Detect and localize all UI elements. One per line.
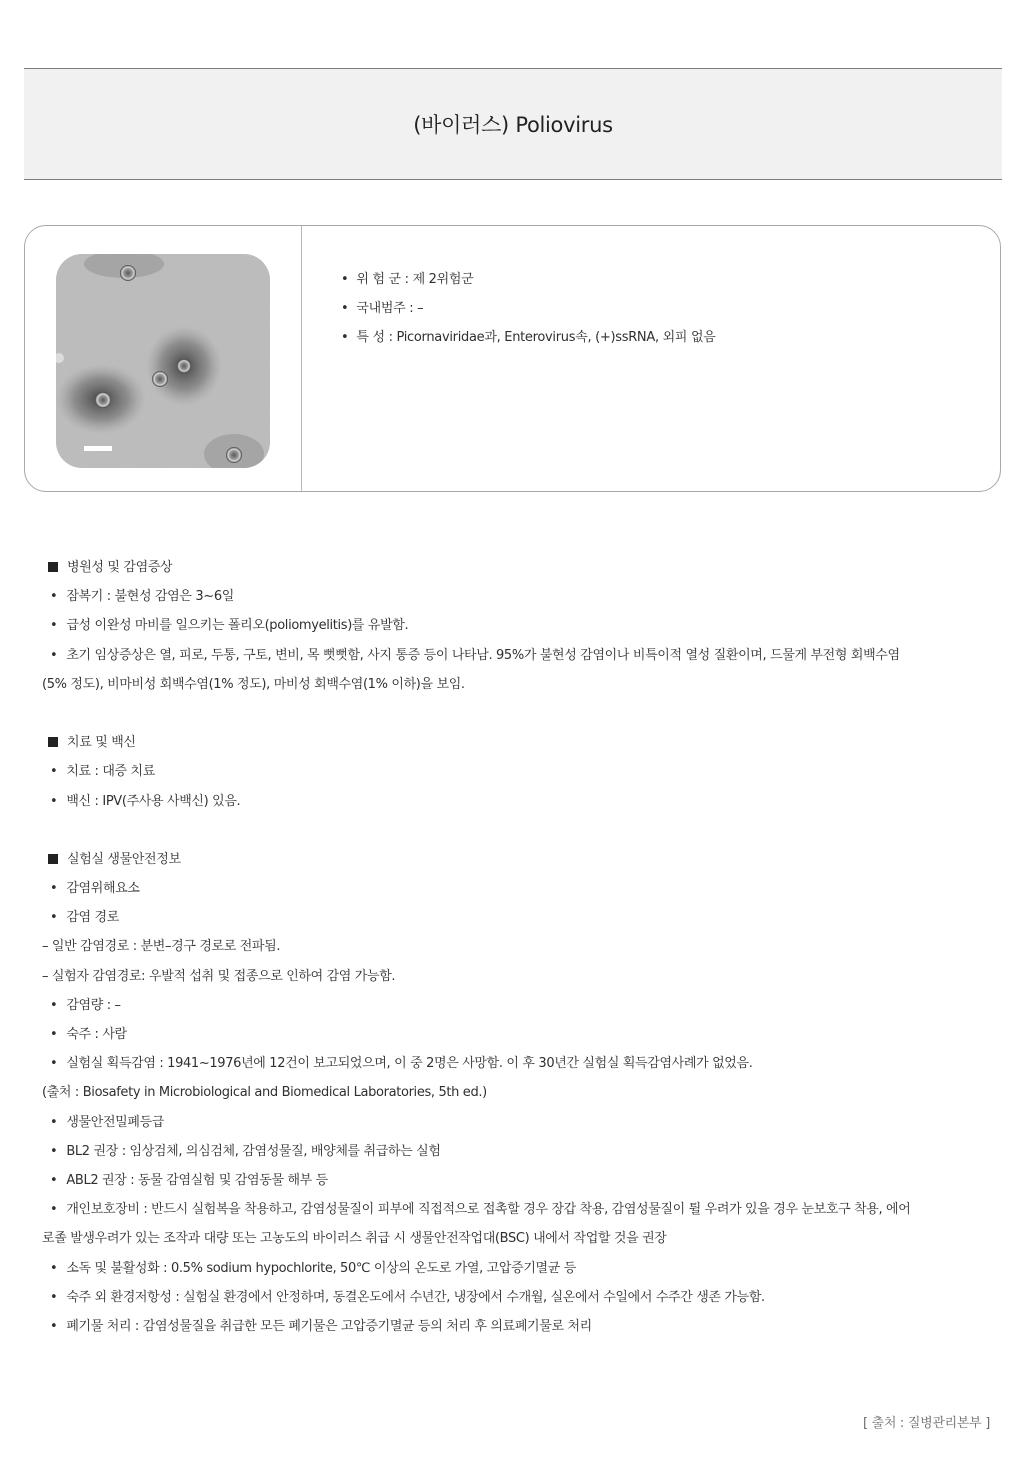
content-body — [44, 560, 984, 1348]
list-item: • BL2 권장 : 임상검체, 의심검체, 감염성물질, 배양체를 취급하는 실험 — [50, 1143, 441, 1159]
summary-risk-group: • 위 험 군 : 제 2위험군 — [341, 272, 474, 287]
list-item-sub: – 일반 감염경로 : 분변–경구 경로로 전파됨. — [42, 939, 281, 955]
list-item: • 생물안전밀폐등급 — [50, 1114, 164, 1130]
list-item-continuation: 로졸 발생우려가 있는 조작과 대량 또는 고농도의 바이러스 취급 시 생물안전작업대(BSC) 내에서 작업할 것을 권장 — [42, 1231, 667, 1247]
micrograph-image — [56, 254, 270, 468]
summary-list — [341, 272, 715, 359]
list-item: • 잠복기 : 불현성 감염은 3~6일 — [50, 589, 234, 605]
list-item: • 폐기물 처리 : 감염성물질을 취급한 모든 폐기물은 고압증기멸균 등의 처리 후 의료폐기물로 처리 — [50, 1318, 592, 1334]
section-heading-treatment: 치료 및 백신 — [44, 735, 984, 764]
list-item-continuation: (5% 정도), 비마비성 회백수염(1% 정도), 마비성 회백수염(1% 이하)을 보임. — [42, 676, 465, 692]
list-item: • 백신 : IPV(주사용 사백신) 있음. — [50, 793, 241, 809]
list-item: • 실험실 획득감염 : 1941~1976년에 12건이 보고되었으며, 이 중 2명은 사망함. 이 후 30년간 실험실 획득감염사례가 없었음. — [50, 1056, 753, 1072]
list-item: • 숙주 외 환경저항성 : 실험실 환경에서 안정하며, 동결온도에서 수년간, 냉장에서 수개월, 실온에서 수일에서 수주간 생존 가능함. — [50, 1289, 765, 1305]
list-item: • 숙주 : 사람 — [50, 1027, 127, 1042]
section-heading-pathogenicity: 병원성 및 감염증상 — [44, 560, 984, 589]
list-item: • 초기 임상증상은 열, 피로, 두통, 구토, 변비, 목 뻣뻣함, 사지 통증 등이 나타남. 95%가 불현성 감염이나 비특이적 열성 질환이며, 드물게 부전형 회백수염 — [50, 647, 900, 663]
source-credit: [ 출처 : 질병관리본부 ] — [862, 1416, 990, 1431]
list-item: • 개인보호장비 : 반드시 실험복을 착용하고, 감염성물질이 피부에 직접적으로 접촉할 경우 장갑 착용, 감염성물질이 튈 우려가 있을 경우 눈보호구 착용, 에어 — [50, 1202, 911, 1218]
list-item: • 감염위해요소 — [50, 881, 140, 897]
summary-characteristics: • 특 성 : Picornaviridae과, Enterovirus속, (+)ssRNA, 외피 없음 — [341, 330, 716, 345]
page-title: (바이러스) Poliovirus — [413, 113, 613, 137]
list-item: • ABL2 권장 : 동물 감염실험 및 감염동물 해부 등 — [50, 1172, 328, 1188]
summary-domestic-category: • 국내범주 : – — [341, 301, 424, 316]
list-item: • 소독 및 불활성화 : 0.5% sodium hypochlorite, 50℃ 이상의 온도로 가열, 고압증기멸균 등 — [50, 1260, 576, 1276]
summary-card — [24, 225, 1001, 492]
list-item-sub: – 실험자 감염경로: 우발적 섭취 및 접종으로 인하여 감염 가능함. — [42, 968, 396, 984]
title-band — [24, 68, 1002, 180]
poliovirus-micrograph — [56, 254, 270, 468]
list-item: • 감염 경로 — [50, 910, 119, 926]
list-item: • 급성 이완성 마비를 일으키는 폴리오(poliomyelitis)를 유발함. — [50, 618, 409, 634]
list-item: • 감염량 : – — [50, 997, 121, 1013]
list-item: • 치료 : 대증 치료 — [50, 764, 155, 780]
card-divider — [301, 226, 302, 491]
section-heading-biosafety: 실험실 생물안전정보 — [44, 852, 984, 881]
citation: (출처 : Biosafety in Microbiological and Biomedical Laboratories, 5th ed.) — [42, 1085, 487, 1101]
